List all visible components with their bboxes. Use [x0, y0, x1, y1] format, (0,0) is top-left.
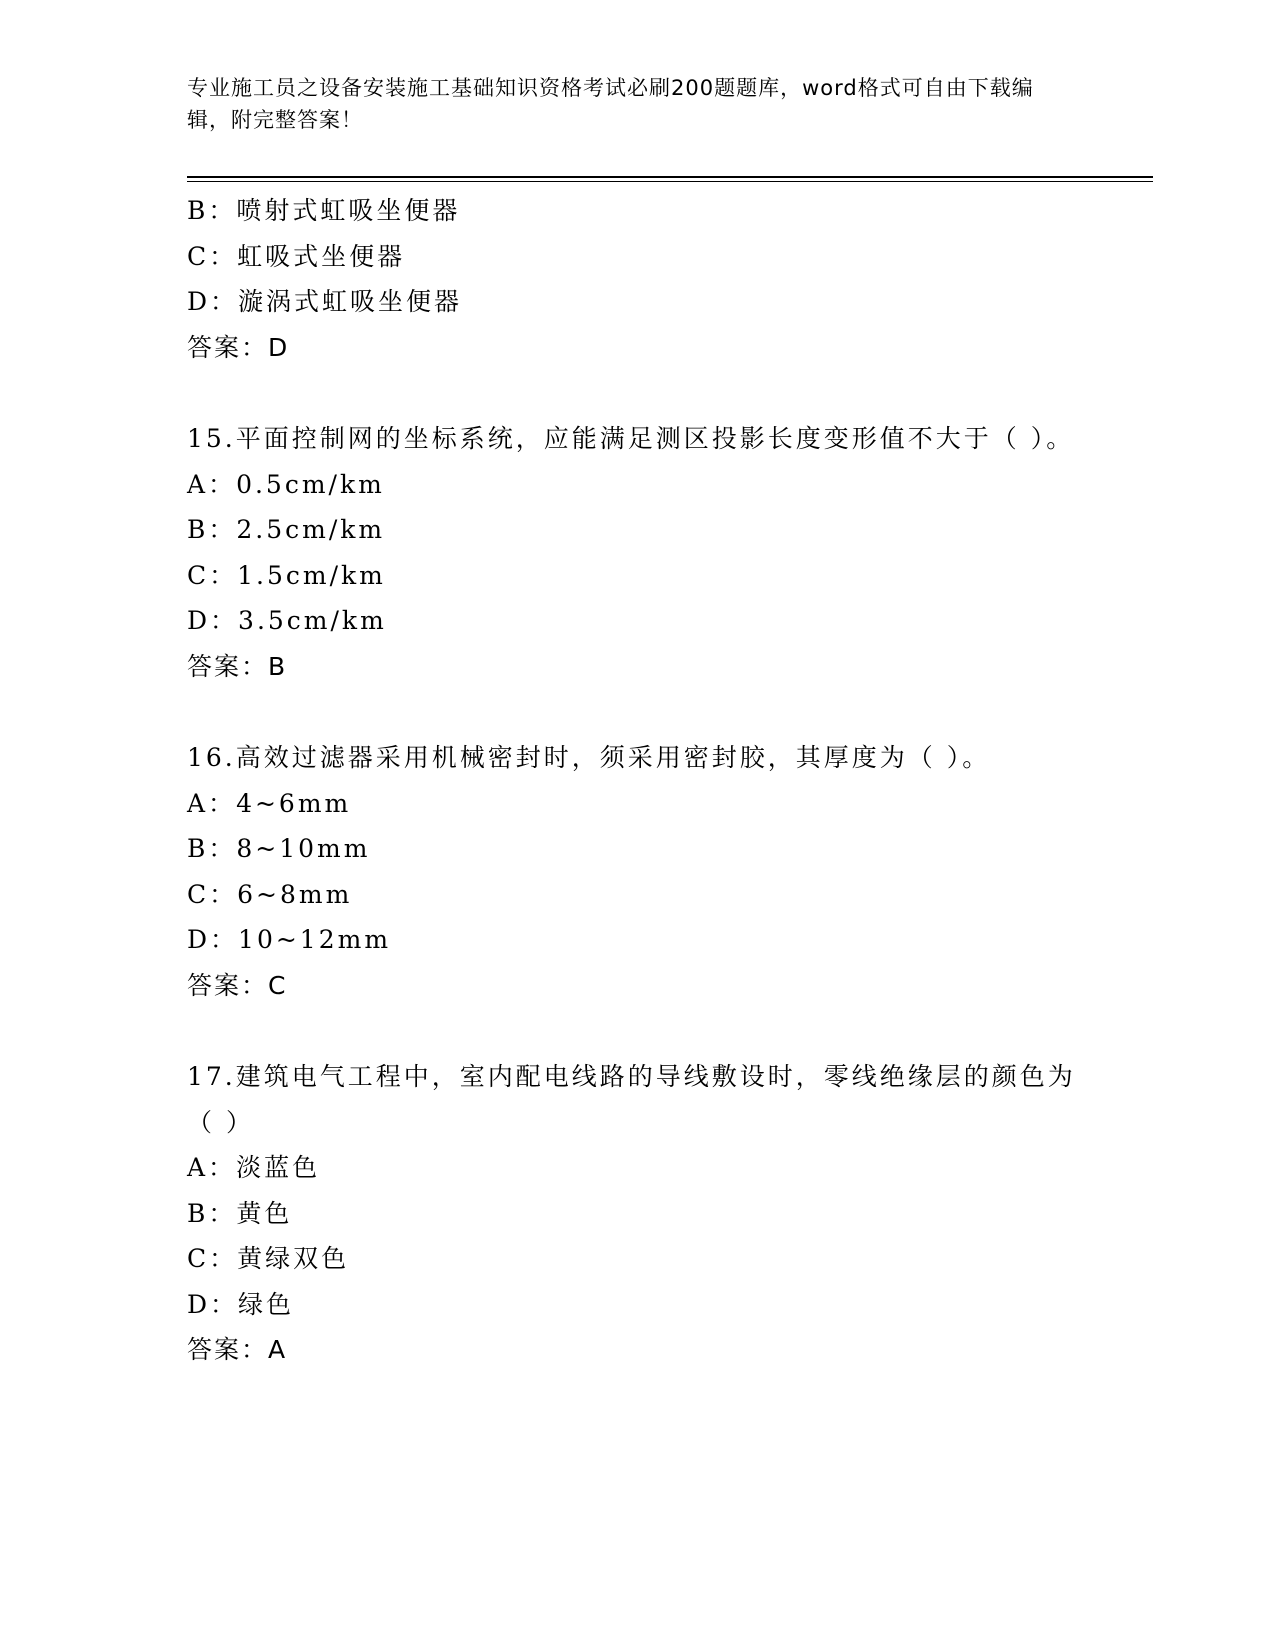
question-text: 15.平面控制网的坐标系统，应能满足测区投影长度变形值不大于（ ）。 — [187, 424, 1075, 453]
option-c: C：6~8mm — [187, 879, 353, 909]
question-continuation — [187, 188, 1087, 370]
option-c: C：黄绿双色 — [187, 1244, 350, 1273]
question-16 — [187, 735, 1087, 1008]
option-c: C：1.5cm/km — [187, 560, 386, 590]
header-title: 专业施工员之设备安装施工基础知识资格考试必刷200题题库，word格式可自由下载编辑，附完整答案！ — [187, 76, 1034, 132]
answer-line: 答案：A — [187, 1335, 288, 1364]
option-c: C：虹吸式坐便器 — [187, 241, 406, 271]
option-b: B：喷射式虹吸坐便器 — [187, 196, 461, 225]
option-d: D：3.5cm/km — [187, 606, 387, 635]
page-header — [187, 72, 1067, 136]
header-divider-thin — [187, 181, 1153, 182]
option-b: B：2.5cm/km — [187, 515, 386, 544]
option-d: D：绿色 — [187, 1289, 295, 1319]
answer-line: 答案：C — [187, 970, 288, 1000]
option-d: D：10~12mm — [187, 925, 392, 954]
answer-line: 答案：B — [187, 651, 288, 681]
option-a: A：4~6mm — [187, 788, 352, 818]
option-b: B：8~10mm — [187, 834, 371, 863]
question-17 — [187, 1054, 1087, 1373]
option-b: B：黄色 — [187, 1198, 293, 1228]
answer-line: 答案：D — [187, 332, 290, 362]
question-text: 17.建筑电气工程中，室内配电线路的导线敷设时，零线绝缘层的颜色为（ ） — [187, 1062, 1076, 1137]
header-divider — [187, 176, 1153, 178]
option-d: D：漩涡式虹吸坐便器 — [187, 287, 463, 316]
question-15 — [187, 416, 1087, 689]
option-a: A：淡蓝色 — [187, 1153, 321, 1182]
question-text: 16.高效过滤器采用机械密封时，须采用密封胶，其厚度为（ ）。 — [187, 743, 991, 772]
document-body — [187, 188, 1087, 1373]
option-a: A：0.5cm/km — [187, 469, 385, 499]
